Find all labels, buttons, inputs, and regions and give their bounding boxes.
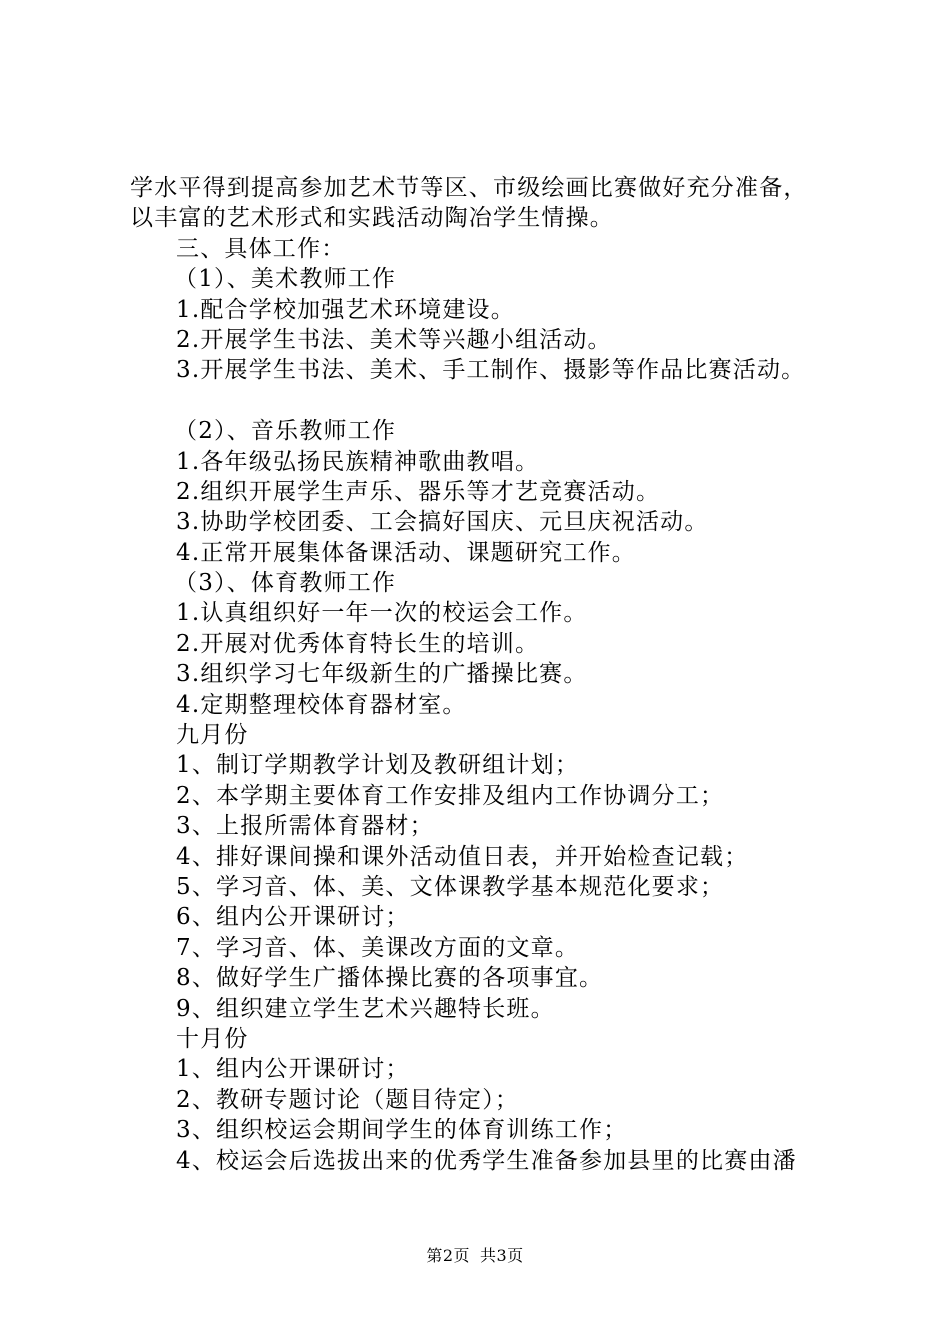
list-item: 7、学习音、体、美课改方面的文章。	[176, 934, 580, 961]
list-item: 2、本学期主要体育工作安排及组内工作协调分工；	[176, 782, 725, 809]
list-item: 1.认真组织好一年一次的校运会工作。	[176, 600, 588, 627]
list-item: 3.协助学校团委、工会搞好国庆、元旦庆祝活动。	[176, 509, 709, 536]
list-item: 2.开展对优秀体育特长生的培训。	[176, 630, 540, 657]
blank-line	[130, 386, 860, 416]
month-heading-september: 九月份	[176, 722, 249, 749]
list-item: 1.配合学校加强艺术环境建设。	[176, 296, 515, 323]
subsection-heading-art: （1）、美术教师工作	[174, 266, 397, 293]
list-item: 3.组织学习七年级新生的广播操比赛。	[176, 661, 588, 688]
list-item: 9、组织建立学生艺术兴趣特长班。	[176, 995, 555, 1022]
paragraph-line: 以丰富的艺术形式和实践活动陶冶学生情操。	[130, 205, 614, 232]
page-footer	[0, 1246, 950, 1266]
section-heading: 三、具体工作：	[176, 235, 346, 262]
page-total: 共3页	[480, 1246, 524, 1265]
list-item: 4、排好课间操和课外活动值日表，并开始检查记载；	[176, 843, 749, 870]
list-item: 4、校运会后选拔出来的优秀学生准备参加县里的比赛由潘	[176, 1147, 797, 1174]
list-item: 4.正常开展集体备课活动、课题研究工作。	[176, 539, 636, 566]
list-item: 1、组内公开课研讨；	[176, 1056, 410, 1083]
list-item: 3.开展学生书法、美术、手工制作、摄影等作品比赛活动。	[176, 357, 806, 384]
list-item: 1.各年级弘扬民族精神歌曲教唱。	[176, 448, 540, 475]
paragraph-line: 学水平得到提高参加艺术节等区、市级绘画比赛做好充分准备，	[130, 175, 808, 201]
list-item: 1、制订学期教学计划及教研组计划；	[176, 752, 580, 779]
subsection-heading-music: （2）、音乐教师工作	[174, 418, 397, 445]
list-item: 3、组织校运会期间学生的体育训练工作；	[176, 1117, 628, 1144]
month-heading-october: 十月份	[176, 1025, 249, 1052]
list-item: 8、做好学生广播体操比赛的各项事宜。	[176, 965, 604, 992]
subsection-heading-pe: （3）、体育教师工作	[174, 570, 397, 597]
list-item: 5、学习音、体、美、文体课教学基本规范化要求；	[176, 873, 725, 900]
list-item: 3、上报所需体育器材；	[176, 813, 434, 840]
page-number: 第2页	[426, 1246, 470, 1265]
list-item: 2.开展学生书法、美术等兴趣小组活动。	[176, 326, 612, 353]
list-item: 4.定期整理校体育器材室。	[176, 691, 467, 718]
list-item: 2、教研专题讨论（题目待定）；	[176, 1086, 520, 1113]
list-item: 2.组织开展学生声乐、器乐等才艺竞赛活动。	[176, 478, 661, 505]
document-body	[130, 173, 860, 1176]
list-item: 6、组内公开课研讨；	[176, 904, 410, 931]
